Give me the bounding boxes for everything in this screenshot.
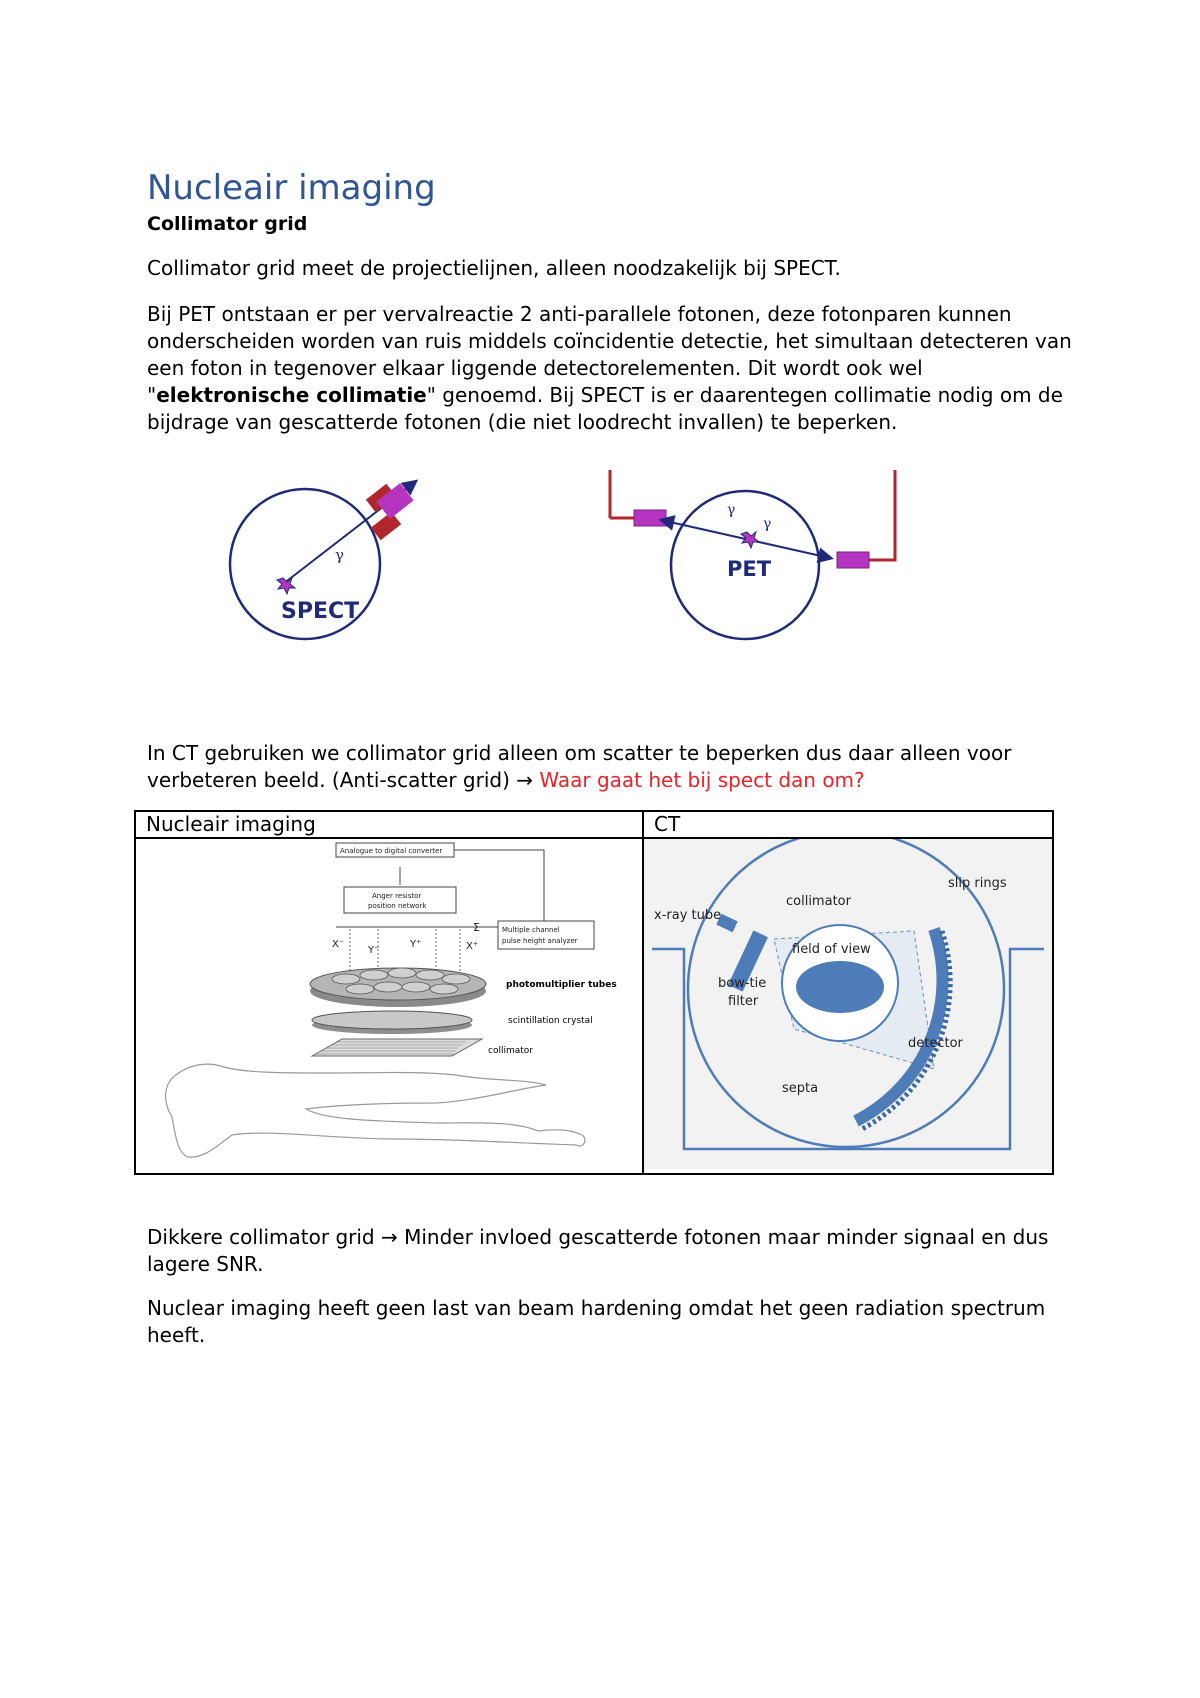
page-title: Nucleair imaging xyxy=(147,168,436,208)
paragraph-4-text-a: Dikkere collimator grid xyxy=(147,1225,381,1249)
pet-detector-left xyxy=(634,510,666,526)
pet-detector-right xyxy=(837,552,869,568)
arrow-icon: → xyxy=(516,768,534,792)
y-minus-label: Y⁻ xyxy=(368,945,380,956)
paragraph-5: Nuclear imaging heeft geen last van beam hardening omdat het geen radiation spectrum heeft. xyxy=(147,1296,1046,1347)
paragraph-2-text-a: Bij PET ontstaan er per vervalreactie 2 anti-parallele fotonen, deze fotonparen kunnen onderscheiden worden van ruis middels coïncidentie detectie, het simultaan detecteren van een foton in tegenover elkaar liggende detectorelementen. Dit wordt ook wel " xyxy=(147,302,1072,407)
adc-label: Analogue to digital converter xyxy=(340,847,443,855)
mca-label-1: Multiple channel xyxy=(502,926,560,934)
question-text: Waar gaat het bij spect dan om? xyxy=(533,768,865,792)
pet-source-icon xyxy=(741,532,759,548)
table-header-nuclear-label: Nucleair imaging xyxy=(146,812,316,836)
pet-gamma-label-right: γ xyxy=(763,516,772,532)
sigma-label: Σ xyxy=(473,921,480,934)
photomultiplier-tubes xyxy=(310,968,486,1007)
anger-label-2: position network xyxy=(368,902,427,910)
section-subtitle: Collimator grid xyxy=(147,213,308,235)
collimator-grid xyxy=(312,1039,482,1056)
paragraph-2-bold: elektronische collimatie xyxy=(156,383,427,407)
arrow-icon: → xyxy=(380,1225,398,1249)
ct-septa-label: septa xyxy=(782,1081,819,1096)
paragraph-2 xyxy=(147,301,1077,436)
ct-bowtie-label-1: bow-tie xyxy=(718,976,767,991)
anger-label-1: Anger resistor xyxy=(372,892,422,900)
ct-collimator-label: collimator xyxy=(786,894,851,909)
table-header-ct xyxy=(643,811,1053,838)
pmt-label: photomultiplier tubes xyxy=(506,980,617,990)
patient-outline xyxy=(166,1064,585,1157)
x-plus-label: X⁺ xyxy=(466,941,479,952)
nuclear-imaging-cell xyxy=(135,838,643,1174)
table-header-nuclear xyxy=(135,811,643,838)
y-plus-label: Y⁺ xyxy=(410,939,422,950)
spect-pet-figure xyxy=(215,470,915,650)
x-minus-label: X⁻ xyxy=(332,939,345,950)
spect-diagram xyxy=(230,482,415,639)
ct-fov-label: field of view xyxy=(792,942,871,957)
paragraph-1: Collimator grid meet de projectielijnen, alleen noodzakelijk bij SPECT. xyxy=(147,256,841,280)
collimator-label: collimator xyxy=(488,1046,533,1056)
paragraph-3-text: In CT gebruiken we collimator grid alleen om scatter te beperken dus daar alleen voor verbeteren beeld. (Anti-scatter grid) xyxy=(147,741,1012,792)
comparison-table xyxy=(134,810,1054,1175)
paragraph-3 xyxy=(147,740,1077,794)
pet-diagram xyxy=(610,470,895,639)
ct-detector-label: detector xyxy=(908,1036,963,1051)
ct-scanner-diagram xyxy=(644,839,1052,1169)
pet-gamma-label-left: γ xyxy=(727,502,736,518)
crystal-label: scintillation crystal xyxy=(508,1016,593,1026)
paragraph-4-text-b: Minder invloed gescatterde fotonen maar minder signaal en dus lagere SNR. xyxy=(147,1225,1049,1276)
ct-cell xyxy=(643,838,1053,1174)
pet-label: PET xyxy=(727,557,772,581)
spect-source-icon xyxy=(277,578,295,594)
ct-slip-rings-label: slip rings xyxy=(948,876,1007,891)
paragraph-2-text-b: " genoemd. Bij SPECT is er daarentegen collimatie nodig om de bijdrage van gescatterde fotonen (die niet loodrecht invallen) te beperken. xyxy=(147,383,1063,434)
table-header-ct-label: CT xyxy=(654,812,681,836)
mca-label-2: pulse height analyzer xyxy=(502,937,578,945)
paragraph-4 xyxy=(147,1224,1077,1278)
spect-label: SPECT xyxy=(281,599,360,624)
ct-bowtie-label-2: filter xyxy=(728,994,759,1009)
ct-xray-tube-label: x-ray tube xyxy=(654,908,722,923)
spect-gamma-label: γ xyxy=(335,546,344,564)
ct-patient-ellipse xyxy=(796,961,884,1013)
gamma-camera-diagram xyxy=(136,839,642,1169)
